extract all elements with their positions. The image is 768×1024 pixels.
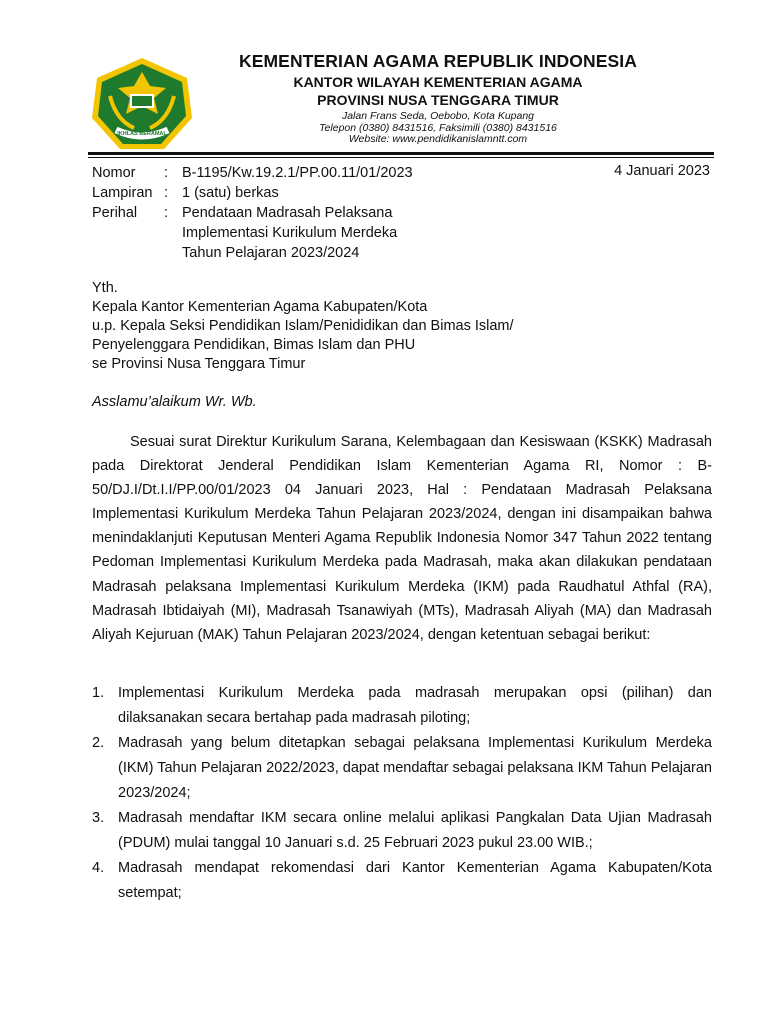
- recipient-line: Kepala Kantor Kementerian Agama Kabupaten/Kota: [92, 299, 428, 315]
- recipient-line: se Provinsi Nusa Tenggara Timur: [92, 356, 306, 372]
- list-item: [92, 681, 712, 731]
- subject-line-3: Tahun Pelajaran 2023/2024: [182, 245, 360, 261]
- letter-date: 4 Januari 2023: [614, 163, 710, 179]
- province-name: PROVINSI NUSA TENGGARA TIMUR: [317, 92, 559, 108]
- list-item-text: Madrasah mendapat rekomendasi dari Kantor Kementerian Agama Kabupaten/Kota setempat;: [118, 860, 712, 901]
- recipient-line: u.p. Kepala Seksi Pendidikan Islam/Penididikan dan Bimas Islam/: [92, 318, 514, 334]
- number-colon: :: [164, 165, 169, 181]
- attachment-value: 1 (satu) berkas: [182, 185, 279, 201]
- list-item-number: 2.: [92, 735, 105, 751]
- letterhead-divider-thick: [88, 152, 714, 155]
- attachment-colon: :: [164, 185, 169, 201]
- number-label: Nomor: [92, 165, 136, 181]
- office-name: KANTOR WILAYAH KEMENTERIAN AGAMA: [293, 74, 583, 90]
- list-item: [92, 731, 712, 806]
- ministry-name: KEMENTERIAN AGAMA REPUBLIK INDONESIA: [238, 51, 637, 71]
- list-item: [92, 806, 712, 856]
- logo-motto: IKHLAS BERAMAL: [117, 131, 167, 137]
- list-item-number: 1.: [92, 685, 105, 701]
- list-item-text: Madrasah mendaftar IKM secara online melalui aplikasi Pangkalan Data Ujian Madrasah (PDUM) mulai tanggal 10 Januari s.d. 25 Februari 2023 pukul 23.00 WIB.;: [118, 810, 712, 851]
- office-website: Website: www.pendidikanislamntt.com: [348, 133, 528, 145]
- office-phone: Telepon (0380) 8431516, Faksimili (0380) 8431516: [319, 122, 557, 134]
- requirements-list: [92, 681, 712, 906]
- list-item-number: 3.: [92, 810, 105, 826]
- list-item-text: Implementasi Kurikulum Merdeka pada madrasah merupakan opsi (pilihan) dan dilaksanakan secara bertahap pada madrasah piloting;: [118, 685, 712, 726]
- recipient-salutation: Yth.: [92, 280, 118, 296]
- subject-line-1: Pendataan Madrasah Pelaksana: [182, 205, 393, 221]
- greeting: Asslamu’alaikum Wr. Wb.: [92, 394, 257, 410]
- subject-line-2: Implementasi Kurikulum Merdeka: [182, 225, 398, 241]
- recipient-line: Penyelenggara Pendidikan, Bimas Islam dan PHU: [92, 337, 416, 353]
- list-item-number: 4.: [92, 860, 105, 876]
- list-item: [92, 856, 712, 906]
- body-paragraph: Sesuai surat Direktur Kurikulum Sarana, Kelembagaan dan Kesiswaan (KSKK) Madrasah pada Direktorat Jenderal Pendidikan Islam Kementerian Agama RI, Nomor : B-50/DJ.I/Dt.I.I/PP.00/01/2023 04 Januari 2023, Hal : Pendataan Madrasah Pelaksana Implementasi Kurikulum Merdeka Tahun Pelajaran 2023/2024, dengan ini disampaikan bahwa menindaklanjuti Keputusan Menteri Agama Republik Indonesia Nomor 347 Tahun 2022 tentang Pedoman Implementasi Kurikulum Merdeka pada Madrasah, maka akan dilakukan pendataan Madrasah pelaksana Implementasi Kurikulum Merdeka (IKM) pada Raudhatul Athfal (RA), Madrasah Ibtidaiyah (MI), Madrasah Tsanawiyah (MTs), Madrasah Aliyah (MA) dan Madrasah Aliyah Kejuruan (MAK) Tahun Pelajaran 2023/2024, dengan ketentuan sebagai berikut:: [92, 434, 712, 643]
- letter-number: B-1195/Kw.19.2.1/PP.00.11/01/2023: [182, 165, 413, 181]
- letterhead-divider-thin: [88, 157, 714, 158]
- office-address: Jalan Frans Seda, Oebobo, Kota Kupang: [341, 110, 535, 122]
- list-item-text: Madrasah yang belum ditetapkan sebagai pelaksana Implementasi Kurikulum Merdeka (IKM) Tahun Pelajaran 2022/2023, dapat mendaftar sebagai pelaksana IKM Tahun Pelajaran 2023/2024;: [118, 735, 712, 801]
- subject-label: Perihal: [92, 205, 138, 221]
- subject-colon: :: [164, 205, 169, 221]
- ministry-logo: [90, 56, 194, 152]
- attachment-label: Lampiran: [92, 185, 153, 201]
